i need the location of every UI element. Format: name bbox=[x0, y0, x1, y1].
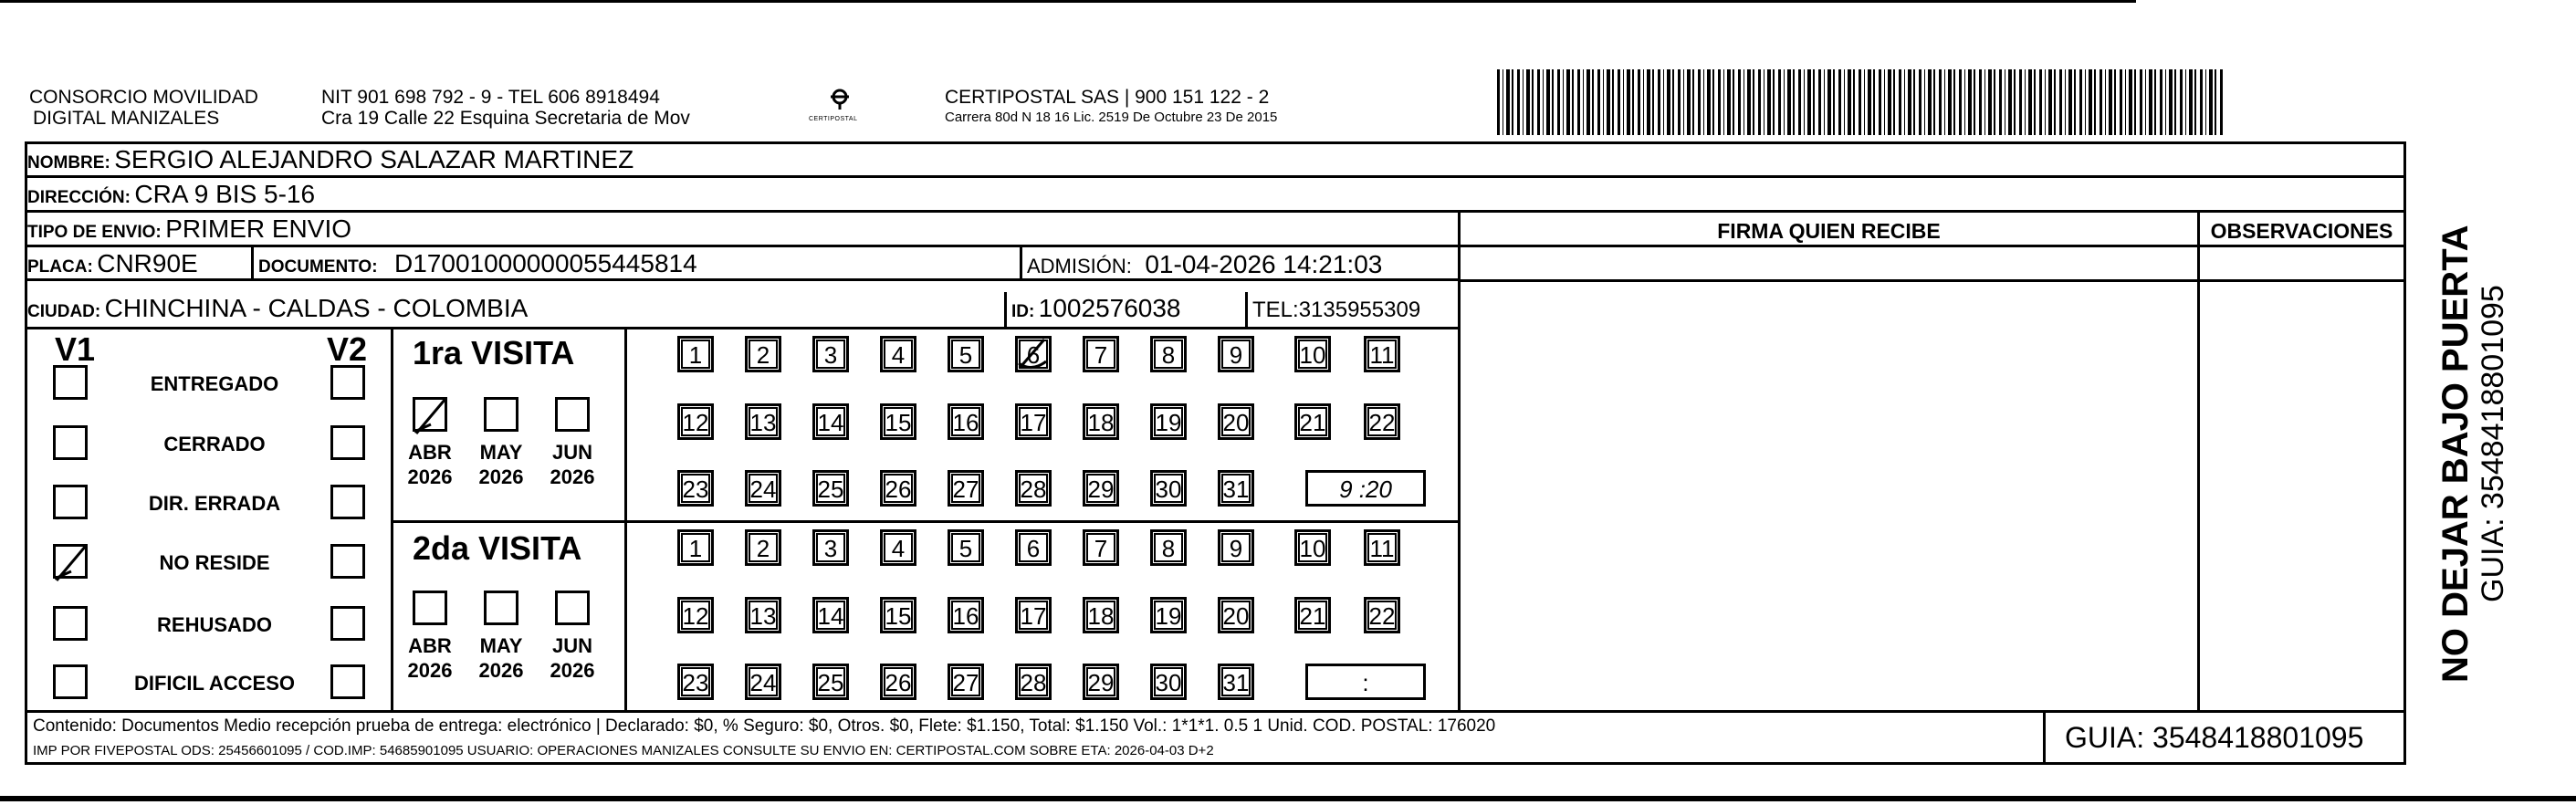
status-divider bbox=[391, 327, 393, 712]
second-visit-day-cell-6[interactable]: 6 bbox=[1015, 529, 1052, 566]
second-visit-day-cell-9[interactable]: 9 bbox=[1218, 529, 1254, 566]
first-visit-month-checkbox-2[interactable] bbox=[484, 397, 518, 432]
id-divider bbox=[1004, 292, 1007, 329]
second-visit-day-cell-7[interactable]: 7 bbox=[1083, 529, 1119, 566]
nit-line: NIT 901 698 792 - 9 - TEL 606 8918494 bbox=[321, 87, 660, 108]
side-no-dejar: NO DEJAR BAJO PUERTA bbox=[2435, 225, 2476, 683]
documento-field bbox=[258, 248, 697, 284]
courier-logo-text: CERTIPOSTAL bbox=[809, 116, 858, 122]
footer-line bbox=[25, 710, 2406, 713]
direccion-row bbox=[27, 179, 315, 214]
obs-left-line bbox=[2197, 210, 2200, 712]
first-visit-year-label-3: 2026 bbox=[550, 465, 595, 488]
tel-divider bbox=[1245, 292, 1248, 329]
second-visit-day-cell-16[interactable]: 16 bbox=[948, 597, 984, 633]
guia-divider bbox=[2043, 712, 2046, 765]
top-edge bbox=[0, 0, 2136, 3]
second-visit-day-cell-13[interactable]: 13 bbox=[745, 597, 781, 633]
first-visit-day-cell-21[interactable]: 21 bbox=[1294, 403, 1331, 440]
courier-line1: CERTIPOSTAL SAS | 900 151 122 - 2 bbox=[945, 87, 1270, 108]
footer-contenido: Contenido: Documentos Medio recepción prueba de entrega: electrónico | Declarado: $0, % Seguro: $0, Otros. $0, Flete: $1.150, Total: $1.150 Vol.: 1*1*1. 0.5 1 Unid. COD. POSTAL: 176020 bbox=[33, 716, 1496, 736]
second-visit-day-cell-2[interactable]: 2 bbox=[745, 529, 781, 566]
first-visit-month-label-1: ABR bbox=[408, 441, 452, 464]
second-visit-year-label-2: 2026 bbox=[478, 659, 524, 682]
second-visit-day-cell-26[interactable]: 26 bbox=[880, 664, 916, 700]
v1-checkbox-3[interactable] bbox=[53, 485, 88, 519]
second-visit-month-checkbox-3[interactable] bbox=[555, 591, 590, 625]
ciudad-row bbox=[27, 293, 528, 329]
first-visit-day-cell-19[interactable]: 19 bbox=[1150, 403, 1187, 440]
second-visit-day-cell-24[interactable]: 24 bbox=[745, 664, 781, 700]
tipo-row bbox=[27, 214, 351, 249]
second-visit-month-label-2: MAY bbox=[479, 634, 523, 657]
nombre-value: SERGIO ALEJANDRO SALAZAR MARTINEZ bbox=[114, 145, 634, 173]
second-visit-day-cell-5[interactable]: 5 bbox=[948, 529, 984, 566]
status-label-6: DIFICIL ACCESO bbox=[133, 672, 295, 695]
first-visit-month-label-3: JUN bbox=[551, 441, 592, 464]
second-visit-day-cell-17[interactable]: 17 bbox=[1015, 597, 1052, 633]
footer-guia: GUIA: 3548418801095 bbox=[2065, 721, 2364, 754]
first-visit-day-cell-22[interactable]: 22 bbox=[1364, 403, 1400, 440]
first-visit-day-cell-31[interactable]: 31 bbox=[1218, 470, 1254, 507]
documento-label: DOCUMENTO: bbox=[258, 257, 378, 277]
tel-field bbox=[1252, 295, 1420, 326]
id-value: 1002576038 bbox=[1038, 294, 1181, 322]
first-visit-day-cell-9[interactable]: 9 bbox=[1218, 336, 1254, 372]
placa-divider bbox=[251, 246, 254, 280]
second-visit-day-cell-22[interactable]: 22 bbox=[1364, 597, 1400, 633]
obs-right-line bbox=[2403, 210, 2406, 712]
firma-header: FIRMA QUIEN RECIBE bbox=[1717, 219, 1941, 243]
v1-checkbox-5[interactable] bbox=[53, 606, 88, 641]
documento-value: D17001000000055445814 bbox=[394, 249, 697, 277]
second-visit-year-label-1: 2026 bbox=[407, 659, 453, 682]
first-visit-day-cell-5[interactable]: 5 bbox=[948, 336, 984, 372]
footer-imp: IMP POR FIVEPOSTAL ODS: 25456601095 / COD.IMP: 54685901095 USUARIO: OPERACIONES MANIZALES CONSULTE SU ENVIO EN: CERTIPOSTAL.COM SOBRE ETA: 2026-04-03 D+2 bbox=[33, 743, 1214, 758]
v1-checkbox-2[interactable] bbox=[53, 425, 88, 460]
second-visit-day-cell-1[interactable]: 1 bbox=[677, 529, 714, 566]
first-visit-day-cell-27[interactable]: 27 bbox=[948, 470, 984, 507]
status-label-3: DIR. ERRADA bbox=[148, 492, 281, 515]
first-visit-day-cell-1[interactable]: 1 bbox=[677, 336, 714, 372]
month-divider bbox=[624, 327, 627, 712]
v1-header: V1 bbox=[55, 330, 96, 368]
row-line-2 bbox=[25, 210, 2406, 213]
ciudad-label: CIUDAD: bbox=[27, 302, 101, 321]
first-visit-day-cell-15[interactable]: 15 bbox=[880, 403, 916, 440]
first-visit-day-cell-10[interactable]: 10 bbox=[1294, 336, 1331, 372]
firma-left-line bbox=[1458, 210, 1461, 712]
first-visit-day-cell-29[interactable]: 29 bbox=[1083, 470, 1119, 507]
second-visit-day-cell-27[interactable]: 27 bbox=[948, 664, 984, 700]
first-visit-day-cell-4[interactable]: 4 bbox=[880, 336, 916, 372]
second-visit-month-label-3: JUN bbox=[551, 634, 592, 657]
second-visit-day-cell-11[interactable]: 11 bbox=[1364, 529, 1400, 566]
v1-checkbox-4[interactable] bbox=[53, 544, 88, 579]
barcode-icon bbox=[1497, 69, 2223, 135]
placa-label: PLACA: bbox=[27, 257, 93, 277]
v1-checkbox-6[interactable] bbox=[53, 664, 88, 699]
company-name-line2: DIGITAL MANIZALES bbox=[33, 108, 220, 129]
first-visit-month-checkbox-1[interactable] bbox=[413, 397, 447, 432]
second-visit-day-cell-31[interactable]: 31 bbox=[1218, 664, 1254, 700]
first-visit-day-cell-14[interactable]: 14 bbox=[812, 403, 849, 440]
first-visit-day-cell-17[interactable]: 17 bbox=[1015, 403, 1052, 440]
first-visit-day-cell-11[interactable]: 11 bbox=[1364, 336, 1400, 372]
barcode bbox=[1497, 69, 2223, 135]
second-visit-month-checkbox-1[interactable] bbox=[413, 591, 447, 625]
id-field bbox=[1011, 293, 1181, 329]
second-visit-day-cell-21[interactable]: 21 bbox=[1294, 597, 1331, 633]
second-visit-day-cell-8[interactable]: 8 bbox=[1150, 529, 1187, 566]
address-line: Cra 19 Calle 22 Esquina Secretaria de Mov bbox=[321, 108, 690, 129]
second-visit-month-checkbox-2[interactable] bbox=[484, 591, 518, 625]
first-visit-day-cell-3[interactable]: 3 bbox=[812, 336, 849, 372]
first-visit-day-cell-2[interactable]: 2 bbox=[745, 336, 781, 372]
nombre-label: NOMBRE: bbox=[27, 153, 110, 172]
first-visit-day-cell-28[interactable]: 28 bbox=[1015, 470, 1052, 507]
second-visit-day-cell-23[interactable]: 23 bbox=[677, 664, 714, 700]
v2-header: V2 bbox=[327, 330, 368, 368]
second-visit-day-cell-18[interactable]: 18 bbox=[1083, 597, 1119, 633]
second-visit-day-cell-4[interactable]: 4 bbox=[880, 529, 916, 566]
second-visit-day-cell-30[interactable]: 30 bbox=[1150, 664, 1187, 700]
status-label-2: CERRADO bbox=[163, 433, 266, 455]
first-visit-day-cell-8[interactable]: 8 bbox=[1150, 336, 1187, 372]
second-visit-day-cell-20[interactable]: 20 bbox=[1218, 597, 1254, 633]
placa-row bbox=[27, 248, 198, 284]
second-visit-day-cell-29[interactable]: 29 bbox=[1083, 664, 1119, 700]
v2-checkbox-1[interactable] bbox=[330, 365, 365, 400]
first-visit-day-cell-26[interactable]: 26 bbox=[880, 470, 916, 507]
nombre-row bbox=[27, 144, 634, 180]
admision-field bbox=[1027, 249, 1382, 285]
first-visit-month-checkbox-3[interactable] bbox=[555, 397, 590, 432]
firma-header-line bbox=[1458, 279, 2406, 282]
v2-checkbox-6[interactable] bbox=[330, 664, 365, 699]
second-visit-day-cell-12[interactable]: 12 bbox=[677, 597, 714, 633]
placa-value: CNR90E bbox=[97, 249, 198, 277]
second-visit-day-cell-25[interactable]: 25 bbox=[812, 664, 849, 700]
observaciones-header: OBSERVACIONES bbox=[2210, 219, 2393, 243]
second-visit-month-label-1: ABR bbox=[408, 634, 452, 657]
second-visit-day-cell-15[interactable]: 15 bbox=[880, 597, 916, 633]
admision-value: 01-04-2026 14:21:03 bbox=[1145, 250, 1383, 278]
first-visit-day-cell-25[interactable]: 25 bbox=[812, 470, 849, 507]
second-visit-title: 2da VISITA bbox=[413, 529, 582, 567]
v2-checkbox-4[interactable] bbox=[330, 544, 365, 579]
first-visit-day-cell-12[interactable]: 12 bbox=[677, 403, 714, 440]
first-visit-day-cell-24[interactable]: 24 bbox=[745, 470, 781, 507]
v2-checkbox-5[interactable] bbox=[330, 606, 365, 641]
first-visit-day-cell-13[interactable]: 13 bbox=[745, 403, 781, 440]
first-visit-day-cell-18[interactable]: 18 bbox=[1083, 403, 1119, 440]
company-name-line1: CONSORCIO MOVILIDAD bbox=[29, 87, 258, 108]
direccion-label: DIRECCIÓN: bbox=[27, 188, 131, 207]
direccion-value: CRA 9 BIS 5-16 bbox=[134, 180, 316, 208]
second-visit-day-cell-3[interactable]: 3 bbox=[812, 529, 849, 566]
first-visit-month-label-2: MAY bbox=[479, 441, 523, 464]
first-visit-day-cell-7[interactable]: 7 bbox=[1083, 336, 1119, 372]
v2-checkbox-2[interactable] bbox=[330, 425, 365, 460]
status-label-5: REHUSADO bbox=[157, 613, 272, 636]
first-visit-day-cell-23[interactable]: 23 bbox=[677, 470, 714, 507]
row-line-3 bbox=[25, 245, 2406, 247]
ciudad-value: CHINCHINA - CALDAS - COLOMBIA bbox=[104, 294, 529, 322]
visit-divider bbox=[393, 520, 1461, 523]
admision-divider bbox=[1020, 246, 1022, 280]
first-visit-time-box[interactable]: 9 :20 bbox=[1305, 470, 1426, 507]
status-label-4: NO RESIDE bbox=[159, 551, 270, 574]
id-label: ID: bbox=[1011, 302, 1035, 321]
first-visit-year-label-2: 2026 bbox=[478, 465, 524, 488]
first-visit-title: 1ra VISITA bbox=[413, 334, 575, 371]
tel-value: 3135955309 bbox=[1298, 298, 1421, 322]
v1-checkbox-1[interactable] bbox=[53, 365, 88, 400]
tel-label: TEL: bbox=[1252, 298, 1299, 322]
first-visit-day-cell-30[interactable]: 30 bbox=[1150, 470, 1187, 507]
admision-label: ADMISIÓN: bbox=[1027, 255, 1132, 277]
second-visit-day-cell-19[interactable]: 19 bbox=[1150, 597, 1187, 633]
second-visit-time-box[interactable]: : bbox=[1305, 664, 1426, 700]
status-label-1: ENTREGADO bbox=[150, 372, 279, 395]
second-visit-day-cell-10[interactable]: 10 bbox=[1294, 529, 1331, 566]
second-visit-year-label-3: 2026 bbox=[550, 659, 595, 682]
second-visit-day-cell-28[interactable]: 28 bbox=[1015, 664, 1052, 700]
side-guia: GUIA: 3548418801095 bbox=[2476, 285, 2510, 602]
bottom-edge bbox=[0, 796, 2576, 801]
v2-checkbox-3[interactable] bbox=[330, 485, 365, 519]
first-visit-day-cell-20[interactable]: 20 bbox=[1218, 403, 1254, 440]
first-visit-day-cell-16[interactable]: 16 bbox=[948, 403, 984, 440]
tipo-value: PRIMER ENVIO bbox=[165, 214, 352, 243]
courier-line2: Carrera 80d N 18 16 Lic. 2519 De Octubre 23 De 2015 bbox=[945, 110, 1278, 125]
tipo-label: TIPO DE ENVIO: bbox=[27, 223, 162, 242]
first-visit-day-cell-6[interactable]: 6 bbox=[1015, 336, 1052, 372]
first-visit-year-label-1: 2026 bbox=[407, 465, 453, 488]
second-visit-day-cell-14[interactable]: 14 bbox=[812, 597, 849, 633]
